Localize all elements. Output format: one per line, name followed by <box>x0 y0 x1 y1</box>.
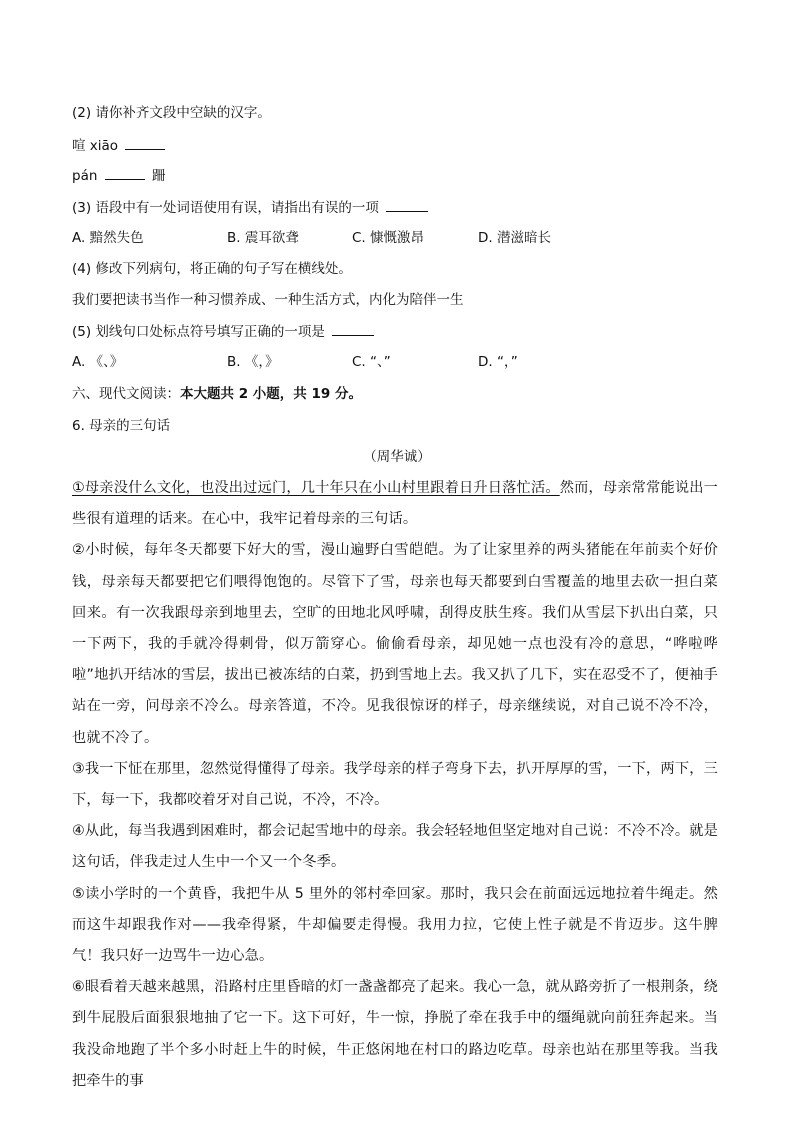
section-prefix: 六、现代文阅读： <box>72 386 180 402</box>
passage-body <box>72 473 718 1097</box>
answer-blank[interactable] <box>332 321 374 336</box>
pinyin-pan-prefix: pán <box>72 168 98 184</box>
question-2-label: (2) 请你补齐文段中空缺的汉字。 <box>72 105 271 121</box>
question-4-sentence: 我们要把读书当作一种习惯养成、一种生活方式，内化为陪伴一生 <box>72 292 464 308</box>
question-3-label <box>72 197 431 218</box>
paragraph-2: ②小时候，每年冬天都要下好大的雪，漫山遍野白雪皑皑。为了让家里养的两头猪能在年前卖个好价钱，母亲每天都要把它们喂得饱饱的。尽管下了雪，母亲也每天都要到白雪覆盖的地里去砍一担白菜回来。有一次我跟母亲到地里去，空旷的田地北风呼啸，刮得皮肤生疼。我们从雪层下扒出白菜，只一下两下，我的手就冷得刺骨，似万箭穿心。偷偷看母亲，却见她一点也没有冷的意思，“哗啦哗啦”地扒开结冰的雪层，拔出已被冻结的白菜，扔到雪地上去。我又扒了几下，实在忍受不了，便袖手站在一旁，问母亲不冷么。母亲答道，不冷。见我很惊讶的样子，母亲继续说，对自己说不冷不冷，也就不冷了。 <box>72 542 718 746</box>
paragraph-1-rest: 然而，母亲常常能说出一些很有道理的话来。在心中，我牢记着母亲的三句话。 <box>72 480 719 528</box>
question-3-text: (3) 语段中有一处词语使用有误，请指出有误的一项 <box>72 200 379 216</box>
question-5-text: (5) 划线句口处标点符号填写正确的一项是 <box>72 324 325 340</box>
answer-blank[interactable] <box>386 197 428 212</box>
question-4-label: (4) 修改下列病句，将正确的句子写在横线处。 <box>72 261 352 277</box>
paragraph-4: ④从此，每当我遇到困难时，都会记起雪地中的母亲。我会轻轻地但坚定地对自己说：不冷不冷。就是这句话，伴我走过人生中一个又一个冬季。 <box>72 823 718 871</box>
paragraph-6: ⑥眼看着天越来越黑，沿路村庄里昏暗的灯一盏盏都亮了起来。我心一急，就从路旁折了一根荆条，绕到牛屁股后面狠狠地抽了它一下。这下可好，牛一惊，挣脱了牵在我手中的缰绳就向前狂奔起来。当我没命地跑了半个多小时赶上牛的时候，牛正悠闲地在村口的路边吃草。母亲也站在那里等我。当我把牵牛的事 <box>72 979 718 1089</box>
option-b[interactable]: B. 震耳欲聋 <box>227 230 299 246</box>
option-d[interactable]: D. 潜滋暗长 <box>478 230 551 246</box>
option-a[interactable]: A. 黯然失色 <box>72 230 144 246</box>
answer-blank[interactable] <box>125 135 165 150</box>
pinyin-xiao-prefix: 喧 xiāo <box>72 138 119 154</box>
passage-title: 6. 母亲的三句话 <box>72 418 171 434</box>
question-5-label <box>72 321 377 342</box>
passage-author: （周华诚） <box>363 449 431 465</box>
paragraph-5: ⑤读小学时的一个黄昏，我把牛从 5 里外的邻村牵回家。那时，我只会在前面远远地拉着牛绳走。然而这牛却跟我作对——我牵得紧，牛却偏要走得慢。我用力拉，它使上性子就是不肯迈步。这牛脾气！我只好一边骂牛一边心急。 <box>72 885 718 965</box>
section-heading <box>72 384 362 404</box>
underlined-sentence: ①母亲没什么文化，也没出过远门，几十年只在小山村里跟着日升日落忙活。 <box>72 480 560 496</box>
option-a[interactable]: A. 《、》 <box>72 354 124 370</box>
pinyin-pan-suffix: 跚 <box>152 168 166 184</box>
paragraph-1 <box>72 473 718 535</box>
option-c[interactable]: C. “、” <box>352 354 391 370</box>
option-c[interactable]: C. 慷慨激昂 <box>352 230 425 246</box>
question-2-line-2 <box>72 165 166 186</box>
answer-blank[interactable] <box>105 165 145 180</box>
option-d[interactable]: D. “，” <box>478 354 518 370</box>
question-2-line-1 <box>72 135 168 156</box>
question-5-options <box>72 352 718 372</box>
question-3-options <box>72 228 718 248</box>
option-b[interactable]: B. 《，》 <box>227 354 279 370</box>
section-bold-text: 本大题共 2 小题，共 19 分。 <box>180 386 362 402</box>
paragraph-3: ③我一下怔在那里，忽然觉得懂得了母亲。我学母亲的样子弯身下去，扒开厚厚的雪，一下，两下，三下，每一下，我都咬着牙对自己说，不冷，不冷。 <box>72 760 718 809</box>
